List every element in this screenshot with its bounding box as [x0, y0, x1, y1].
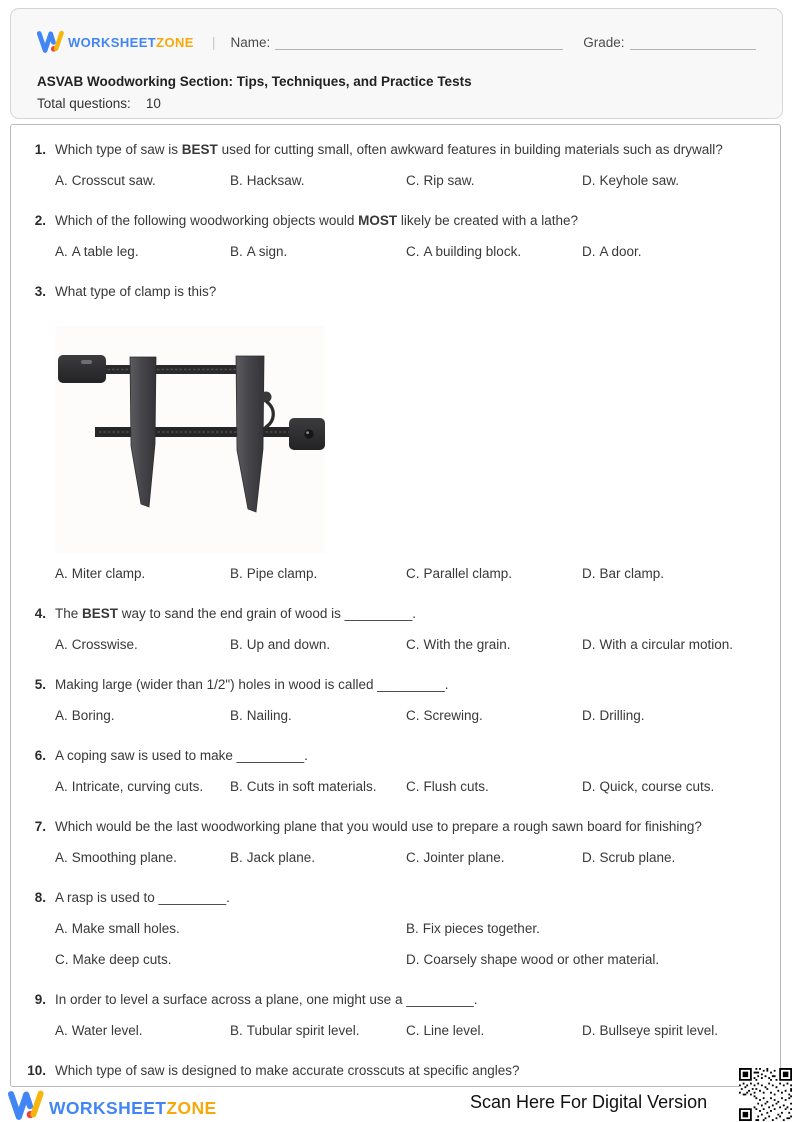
option-a: A. Crosscut saw. [55, 173, 156, 188]
question-5 [26, 675, 760, 726]
question-1 [26, 140, 760, 191]
question-8 [26, 888, 760, 970]
option-b: B. Hacksaw. [230, 173, 305, 188]
question-text: The BEST way to sand the end grain of wood is _________. [55, 606, 416, 621]
question-text: What type of clamp is this? [55, 284, 217, 299]
worksheetzone-w-icon [37, 30, 64, 54]
option-c: C. Line level. [406, 1023, 485, 1038]
clamp-image [55, 326, 325, 553]
question-number: 4. [34, 606, 46, 621]
option-b: B. A sign. [230, 244, 288, 259]
options-row [55, 848, 760, 868]
option-d: D. Bar clamp. [582, 566, 665, 581]
option-c: C. A building block. [406, 244, 522, 259]
option-a: A. Miter clamp. [55, 566, 146, 581]
scan-here-text: Scan Here For Digital Version [470, 1092, 708, 1112]
option-a: A. Smoothing plane. [55, 850, 177, 865]
option-b: B. Jack plane. [230, 850, 316, 865]
question-9 [26, 990, 760, 1041]
questions-panel [10, 124, 781, 1087]
option-d: D. Coarsely shape wood or other material. [406, 952, 660, 967]
name-label: Name: [230, 34, 271, 50]
question-number: 5. [34, 677, 46, 692]
total-questions-label: Total questions: [37, 96, 131, 111]
grade-blank-line [630, 35, 756, 50]
option-b: B. Nailing. [230, 708, 292, 723]
header-divider: | [211, 34, 216, 50]
question-2 [26, 211, 760, 262]
options-row [55, 242, 760, 262]
option-d: D. Keyhole saw. [582, 173, 680, 188]
option-a: A. Crosswise. [55, 637, 138, 652]
question-number: 8. [34, 890, 46, 905]
question-number: 2. [34, 213, 46, 228]
footer-worksheetzone-logo [8, 1090, 217, 1122]
option-c: C. Flush cuts. [406, 779, 489, 794]
question-text: Which type of saw is designed to make accurate crosscuts at specific angles? [55, 1063, 520, 1078]
question-6 [26, 746, 760, 797]
question-10 [26, 1061, 760, 1081]
options-row [55, 706, 760, 726]
option-b: B. Up and down. [230, 637, 331, 652]
question-number: 10. [27, 1063, 46, 1078]
total-questions-value: 10 [145, 96, 161, 111]
question-text: Making large (wider than 1/2") holes in wood is called _________. [55, 677, 449, 692]
option-d: D. Scrub plane. [582, 850, 676, 865]
option-c: C. Jointer plane. [406, 850, 505, 865]
question-text: Which of the following woodworking objects would MOST likely be created with a lathe? [55, 213, 579, 228]
option-d: D. With a circular motion. [582, 637, 734, 652]
option-c: C. Make deep cuts. [55, 952, 172, 967]
option-b: B. Cuts in soft materials. [230, 779, 377, 794]
question-text: Which type of saw is BEST used for cutting small, often awkward features in building materials such as drywall? [55, 142, 723, 157]
options-row [55, 1021, 760, 1041]
option-a: A. Make small holes. [55, 921, 180, 936]
options-row [55, 564, 760, 584]
grade-label: Grade: [583, 34, 625, 50]
option-d: D. A door. [582, 244, 642, 259]
option-a: A. Intricate, curving cuts. [55, 779, 204, 794]
footer-wordmark: WORKSHEETZONE [49, 1097, 217, 1118]
qr-code [739, 1068, 792, 1121]
option-d: D. Bullseye spirit level. [582, 1023, 719, 1038]
worksheet-header [10, 8, 783, 119]
question-text: A rasp is used to _________. [55, 890, 230, 905]
option-a: A. Boring. [55, 708, 115, 723]
question-3 [26, 282, 760, 584]
options-grid [55, 919, 760, 970]
question-number: 3. [34, 284, 46, 299]
option-d: D. Drilling. [582, 708, 645, 723]
option-a: A. Water level. [55, 1023, 143, 1038]
question-number: 1. [34, 142, 46, 157]
option-d: D. Quick, course cuts. [582, 779, 715, 794]
question-number: 6. [34, 748, 46, 763]
options-row [55, 171, 760, 191]
question-text: A coping saw is used to make _________. [55, 748, 308, 763]
option-c: C. With the grain. [406, 637, 511, 652]
option-b: B. Tubular spirit level. [230, 1023, 360, 1038]
question-4 [26, 604, 760, 655]
option-c: C. Rip saw. [406, 173, 475, 188]
name-blank-line [275, 35, 563, 50]
question-number: 9. [34, 992, 46, 1007]
option-a: A. A table leg. [55, 244, 139, 259]
question-text: Which would be the last woodworking plane that you would use to prepare a rough sawn board for finishing? [55, 819, 702, 834]
options-row [55, 777, 760, 797]
worksheetzone-logo [37, 30, 194, 54]
question-7 [26, 817, 760, 868]
option-b: B. Pipe clamp. [230, 566, 318, 581]
total-questions [37, 96, 756, 111]
option-c: C. Screwing. [406, 708, 483, 723]
worksheetzone-w-icon [8, 1090, 44, 1122]
worksheet-title: ASVAB Woodworking Section: Tips, Techniques, and Practice Tests [37, 74, 472, 89]
option-b: B. Fix pieces together. [406, 921, 540, 936]
question-text: In order to level a surface across a plane, one might use a _________. [55, 992, 478, 1007]
worksheetzone-wordmark: WORKSHEETZONE [68, 34, 194, 50]
options-row [55, 635, 760, 655]
option-c: C. Parallel clamp. [406, 566, 513, 581]
question-number: 7. [34, 819, 46, 834]
